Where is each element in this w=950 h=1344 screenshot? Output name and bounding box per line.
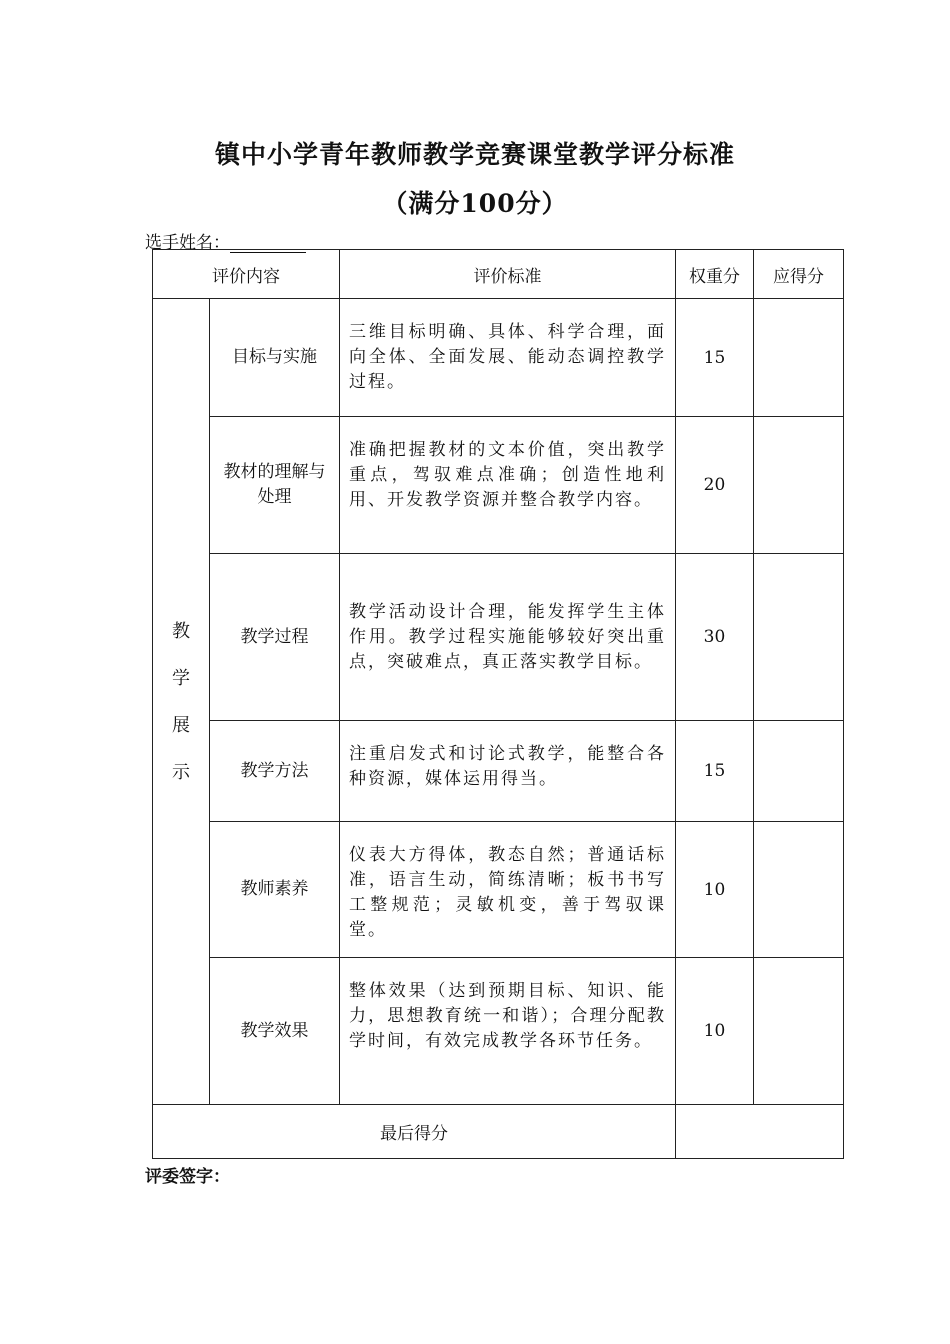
table-row [153,554,844,721]
item-label: 教师素养 [210,822,340,958]
table-row [153,299,844,417]
category-char: 展 [172,714,190,736]
final-score-label: 最后得分 [153,1105,676,1159]
weight-value: 10 [676,958,754,1105]
category-char: 学 [172,667,190,689]
weight-value: 15 [676,721,754,822]
header-earned: 应得分 [754,250,844,299]
table-row [153,822,844,958]
earned-score-field[interactable] [754,299,844,417]
criteria-text: 整体效果（达到预期目标、知识、能力，思想教育统一和谐）；合理分配教学时间，有效完成教学各环节任务。 [340,958,676,1105]
final-score-field[interactable] [676,1105,844,1159]
earned-score-field[interactable] [754,721,844,822]
earned-score-field[interactable] [754,822,844,958]
weight-value: 30 [676,554,754,721]
earned-score-field[interactable] [754,554,844,721]
criteria-text: 仪表大方得体，教态自然；普通话标准，语言生动，简练清晰；板书书写工整规范；灵敏机变，善于驾驭课堂。 [340,822,676,958]
table-row [153,958,844,1105]
page-subtitle: （满分100分） [382,189,568,218]
criteria-text: 教学活动设计合理，能发挥学生主体作用。教学过程实施能够较好突出重点，突破难点，真正落实教学目标。 [340,554,676,721]
category-char: 教 [172,620,190,642]
header-criteria: 评价标准 [340,250,676,299]
judge-signature-label: 评委签字： [145,1167,230,1187]
weight-value: 10 [676,822,754,958]
criteria-text: 准确把握教材的文本价值，突出教学重点，驾驭难点准确；创造性地利用、开发教学资源并整合教学内容。 [340,417,676,554]
header-weight: 权重分 [676,250,754,299]
category-char: 示 [172,761,190,783]
contestant-name-label: 选手姓名： [145,233,230,253]
weight-value: 15 [676,299,754,417]
criteria-text: 注重启发式和讨论式教学，能整合各种资源，媒体运用得当。 [340,721,676,822]
weight-value: 20 [676,417,754,554]
criteria-text: 三维目标明确、具体、科学合理，面向全体、全面发展、能动态调控教学过程。 [340,299,676,417]
final-score-row [153,1105,844,1159]
table-row [153,417,844,554]
item-label: 教材的理解与处理 [210,417,340,554]
item-label: 目标与实施 [210,299,340,417]
earned-score-field[interactable] [754,958,844,1105]
item-label: 教学方法 [210,721,340,822]
table-row [153,721,844,822]
item-label: 教学效果 [210,958,340,1105]
table-header-row [153,250,844,299]
header-content: 评价内容 [153,250,340,299]
item-label: 教学过程 [210,554,340,721]
category-cell [153,299,210,1105]
page-title: 镇中小学青年教师教学竞赛课堂教学评分标准 [214,140,735,169]
score-table [152,249,844,1159]
earned-score-field[interactable] [754,417,844,554]
